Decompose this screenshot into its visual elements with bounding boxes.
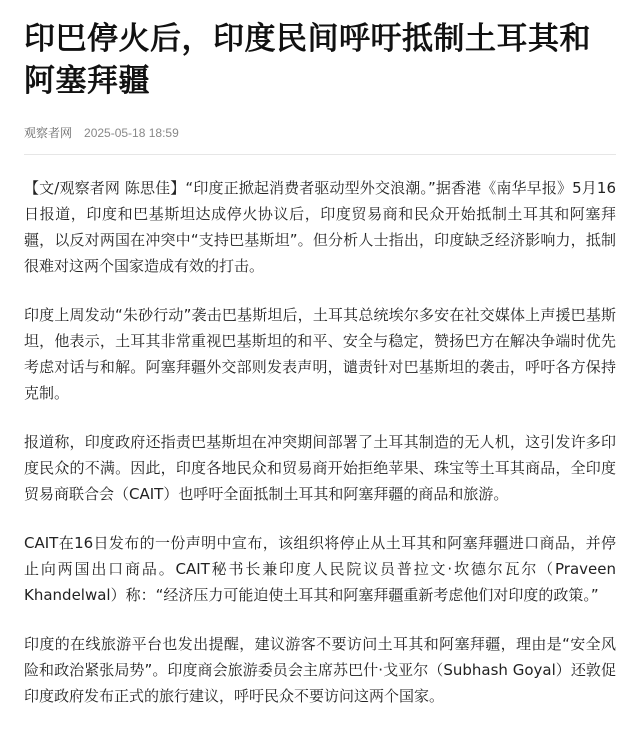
paragraph: 印度的在线旅游平台也发出提醒，建议游客不要访问土耳其和阿塞拜疆，理由是“安全风险和政治紧张局势”。印度商会旅游委员会主席苏巴什·戈亚尔（Subhash Goyal）还敦促印度政府发布正式的旅行建议，呼吁民众不要访问这两个国家。 [24, 635, 616, 705]
paragraph: CAIT在16日发布的一份声明中宣布，该组织将停止从土耳其和阿塞拜疆进口商品，并停止向两国出口商品。CAIT秘书长兼印度人民院议员普拉文·坎德尔瓦尔（Praveen Khandelwal）称：“经济压力可能迫使土耳其和阿塞拜疆重新考虑他们对印度的政策。” [24, 534, 616, 604]
article-meta [24, 122, 616, 144]
paragraph: 印度上周发动“朱砂行动”袭击巴基斯坦后，土耳其总统埃尔多安在社交媒体上声援巴基斯坦，他表示，土耳其非常重视巴基斯坦的和平、安全与稳定，赞扬巴方在解决争端时优先考虑对话与和解。阿塞拜疆外交部则发表声明，谴责针对巴基斯坦的袭击，呼吁各方保持克制。 [24, 306, 616, 402]
paragraph: 报道称，印度政府还指责巴基斯坦在冲突期间部署了土耳其制造的无人机，这引发许多印度民众的不满。因此，印度各地民众和贸易商开始拒绝苹果、珠宝等土耳其商品，全印度贸易商联合会（CAIT）也呼吁全面抵制土耳其和阿塞拜疆的商品和旅游。 [24, 433, 616, 503]
article-date: 2025-05-18 18:59 [84, 126, 179, 140]
article-body [24, 175, 616, 709]
article [24, 0, 616, 732]
article-source[interactable]: 观察者网 [24, 126, 73, 140]
paragraph: 【文/观察者网 陈思佳】“印度正掀起消费者驱动型外交浪潮。”据香港《南华早报》5月16日报道，印度和巴基斯坦达成停火协议后，印度贸易商和民众开始抵制土耳其和阿塞拜疆，以反对两国在冲突中“支持巴基斯坦”。但分析人士指出，印度缺乏经济影响力，抵制很难对这两个国家造成有效的打击。 [24, 179, 616, 275]
article-title: 印巴停火后，印度民间呼吁抵制土耳其和阿塞拜疆 [24, 21, 591, 99]
divider [24, 154, 616, 155]
